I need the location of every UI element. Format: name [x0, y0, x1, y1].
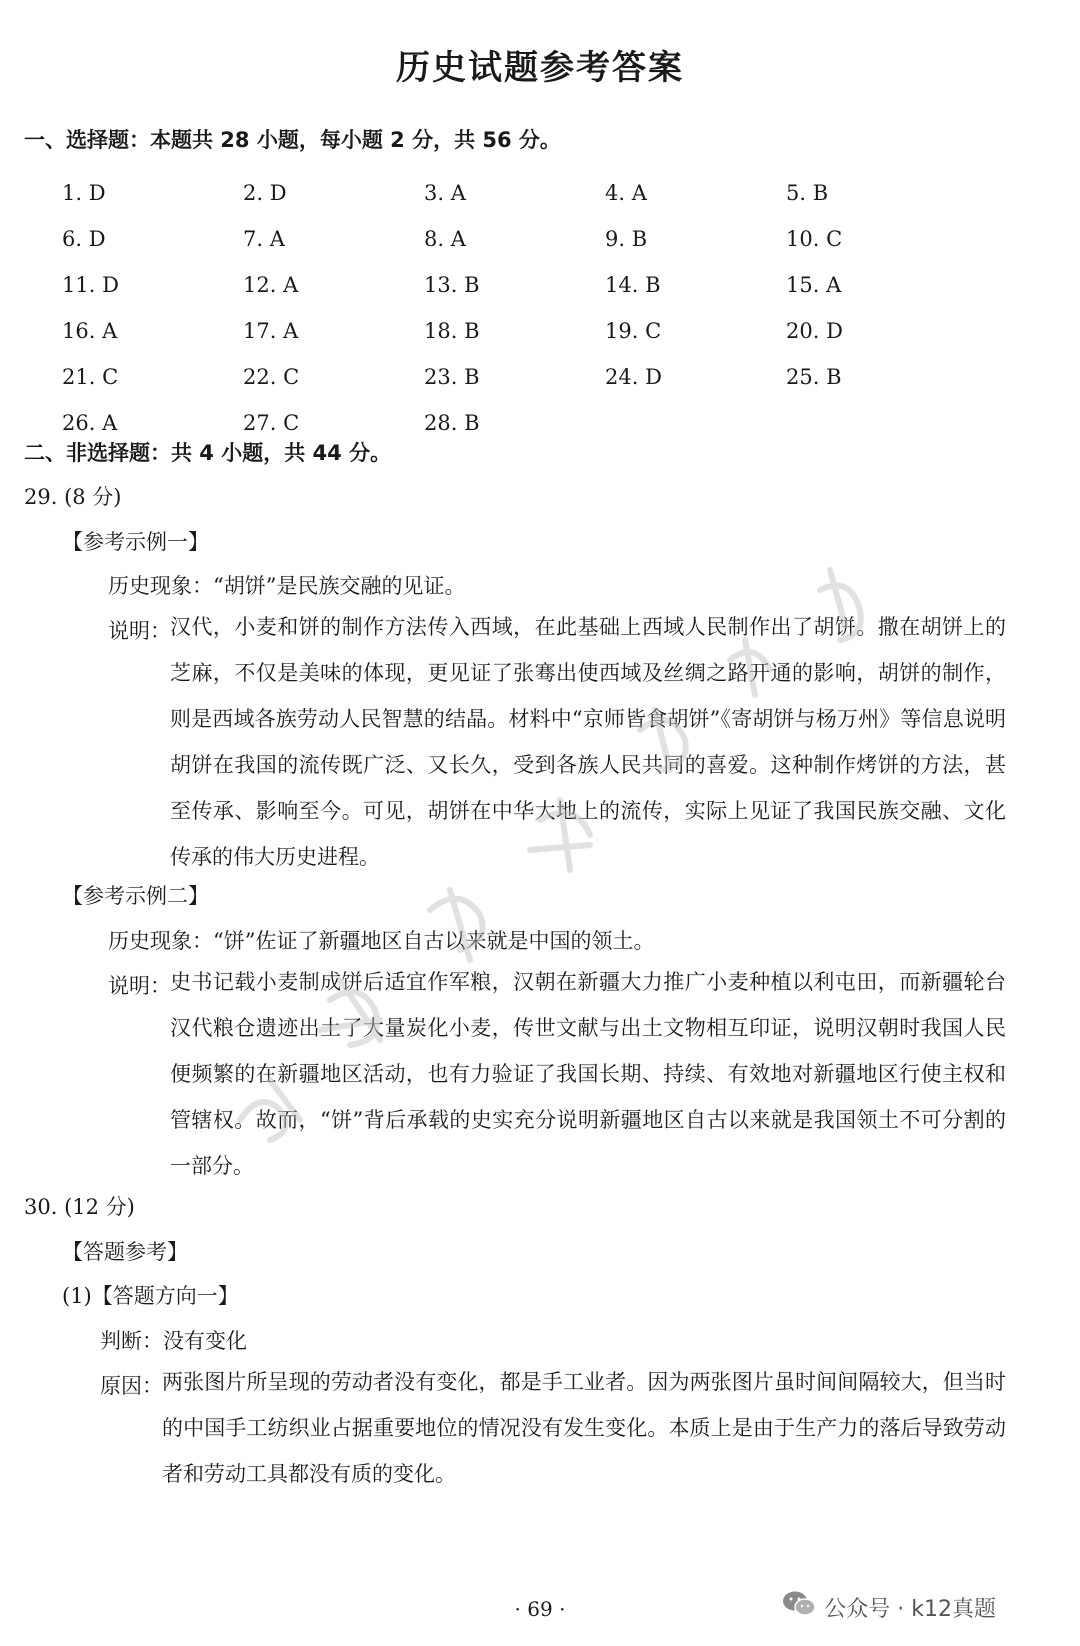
answer-item: 20. D	[786, 319, 843, 343]
answer-item: 26. A	[62, 411, 118, 435]
q29-example1-desc: 汉代，小麦和饼的制作方法传入西域，在此基础上西域人民制作出了胡饼。撒在胡饼上的芝麻，不仅是美味的体现，更见证了张骞出使西域及丝绸之路开通的影响，胡饼的制作，则是西域各族劳动人民智慧的结晶。材料中“京师皆食胡饼”《寄胡饼与杨万州》等信息说明胡饼在我国的流传既广泛、又长久，受到各族人民共同的喜爱。这种制作烤饼的方法，甚至传承、影响至今。可见，胡饼在中华大地上的流传，实际上见证了我国民族交融、文化传承的伟大历史进程。	[170, 615, 1006, 869]
section1-heading: 一、选择题：本题共 28 小题，每小题 2 分，共 56 分。	[24, 128, 561, 152]
answer-item: 23. B	[424, 365, 480, 389]
answer-item: 21. C	[62, 365, 119, 389]
answer-item: 16. A	[62, 319, 118, 343]
q30-label: 30. (12 分)	[24, 1195, 135, 1219]
q29-example1-phenomenon: 历史现象：“胡饼”是民族交融的见证。	[108, 574, 466, 598]
wechat-icon	[782, 1590, 816, 1624]
answer-item: 11. D	[62, 273, 119, 297]
answer-item: 15. A	[786, 273, 842, 297]
answer-item: 22. C	[243, 365, 300, 389]
q29-example2-tag: 【参考示例二】	[62, 884, 209, 908]
q29-example1-desc-label: 说明：	[108, 619, 171, 643]
q30-answer-tag: 【答题参考】	[62, 1240, 188, 1264]
answer-item: 10. C	[786, 227, 843, 251]
answer-item: 5. B	[786, 181, 829, 205]
answer-item: 24. D	[605, 365, 662, 389]
answer-item: 6. D	[62, 227, 106, 251]
wechat-attribution[interactable]	[782, 1590, 996, 1624]
section2-heading: 二、非选择题：共 4 小题，共 44 分。	[24, 441, 392, 465]
answer-item: 2. D	[243, 181, 287, 205]
answer-item: 28. B	[424, 411, 480, 435]
answer-item: 13. B	[424, 273, 480, 297]
answer-item: 12. A	[243, 273, 299, 297]
q30-reason-label: 原因：	[100, 1374, 163, 1398]
q30-judgement: 判断：没有变化	[100, 1329, 247, 1353]
answer-item: 17. A	[243, 319, 299, 343]
page-number: · 69 ·	[514, 1597, 566, 1621]
q30-reason: 两张图片所呈现的劳动者没有变化，都是手工业者。因为两张图片虽时间间隔较大，但当时的中国手工纺织业占据重要地位的情况没有发生变化。本质上是由于生产力的落后导致劳动者和劳动工具都没有质的变化。	[162, 1370, 1006, 1486]
q29-example1-tag: 【参考示例一】	[62, 530, 209, 554]
answer-item: 7. A	[243, 227, 285, 251]
answer-grid	[62, 170, 962, 446]
q30-sub1: (1)【答题方向一】	[62, 1284, 239, 1308]
q29-example2-desc-label: 说明：	[108, 974, 171, 998]
answer-item: 25. B	[786, 365, 842, 389]
q29-example2-phenomenon: 历史现象：“饼”佐证了新疆地区自古以来就是中国的领土。	[108, 929, 655, 953]
q29-label: 29. (8 分)	[24, 485, 122, 509]
answer-item: 18. B	[424, 319, 480, 343]
answer-item: 1. D	[62, 181, 106, 205]
wechat-account-label: 公众号 · k12真题	[824, 1596, 996, 1622]
answer-item: 19. C	[605, 319, 662, 343]
answer-item: 14. B	[605, 273, 661, 297]
answer-item: 9. B	[605, 227, 648, 251]
answer-item: 4. A	[605, 181, 647, 205]
answer-item: 8. A	[424, 227, 466, 251]
answer-item: 3. A	[424, 181, 466, 205]
page-title: 历史试题参考答案	[396, 48, 684, 88]
q29-example2-desc: 史书记载小麦制成饼后适宜作军粮，汉朝在新疆大力推广小麦种植以利屯田，而新疆轮台汉代粮仓遗迹出土了大量炭化小麦，传世文献与出土文物相互印证，说明汉朝时我国人民便频繁的在新疆地区活动，也有力验证了我国长期、持续、有效地对新疆地区行使主权和管辖权。故而，“饼”背后承载的史实充分说明新疆地区自古以来就是我国领土不可分割的一部分。	[170, 970, 1006, 1178]
answer-item: 27. C	[243, 411, 300, 435]
